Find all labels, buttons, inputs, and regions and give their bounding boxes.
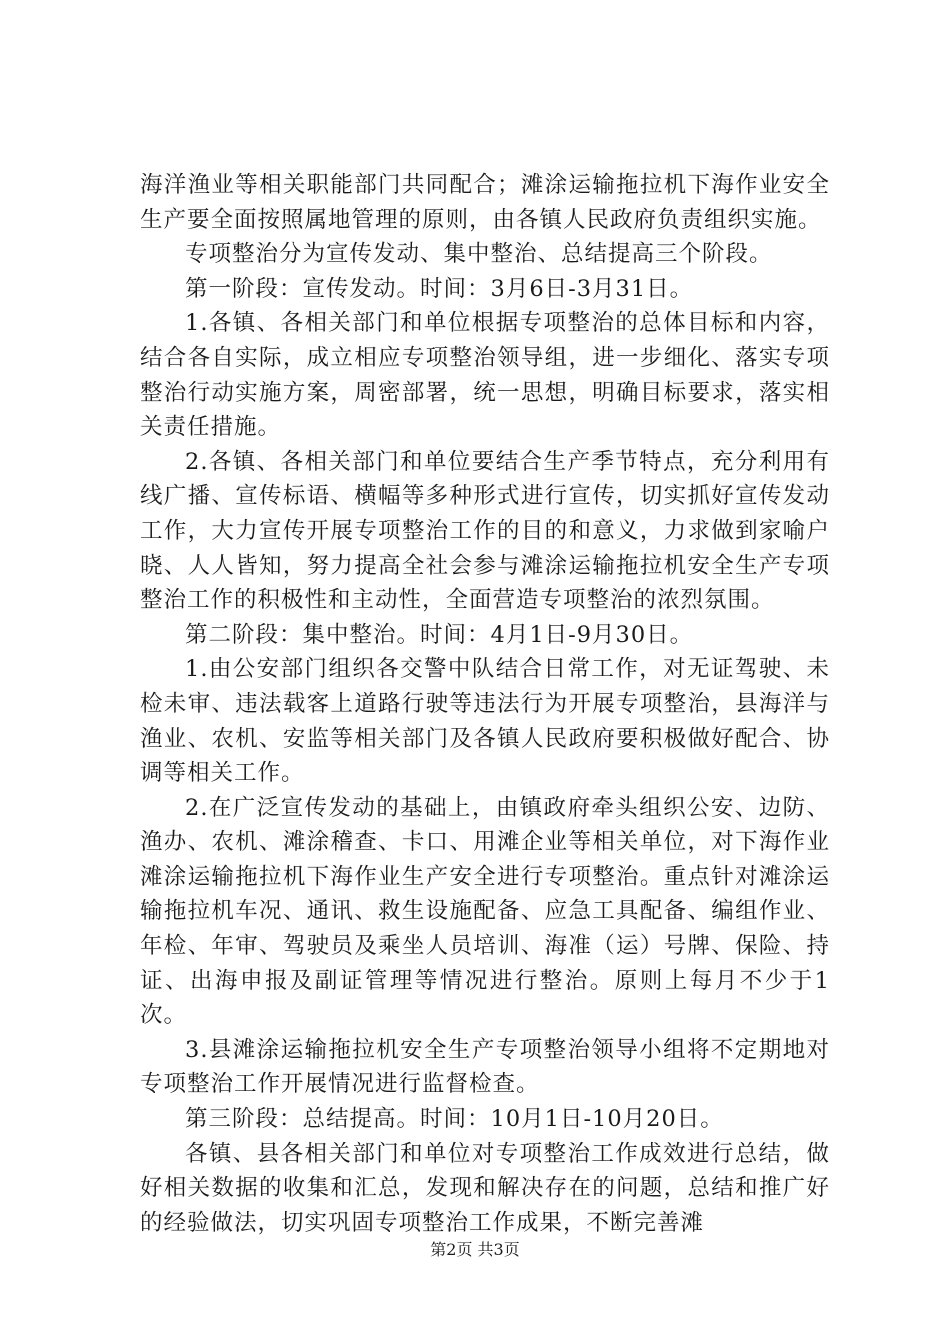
- paragraph: 1.由公安部门组织各交警中队结合日常工作，对无证驾驶、未检未审、违法载客上道路行驶等违法行为开展专项整治，县海洋与渔业、农机、安监等相关部门及各镇人民政府要积极做好配合、协调等相关工作。: [140, 656, 830, 787]
- paragraph: 3.县滩涂运输拖拉机安全生产专项整治领导小组将不定期地对专项整治工作开展情况进行监督检查。: [140, 1036, 830, 1098]
- page-footer: 第2页 共3页: [430, 1240, 520, 1259]
- paragraph: 第三阶段：总结提高。时间：10月1日-10月20日。: [185, 1106, 724, 1133]
- paragraph: 2.各镇、各相关部门和单位要结合生产季节特点，充分利用有线广播、宣传标语、横幅等多种形式进行宣传，切实抓好宣传发动工作，大力宣传开展专项整治工作的目的和意义，力求做到家喻户晓、人人皆知，努力提高全社会参与滩涂运输拖拉机安全生产专项整治工作的积极性和主动性，全面营造专项整治的浓烈氛围。: [140, 448, 830, 614]
- paragraph: 第二阶段：集中整治。时间：4月1日-9月30日。: [185, 621, 694, 648]
- paragraph: 专项整治分为宣传发动、集中整治、总结提高三个阶段。: [185, 241, 773, 268]
- paragraph: 海洋渔业等相关职能部门共同配合；滩涂运输拖拉机下海作业安全生产要全面按照属地管理的原则，由各镇人民政府负责组织实施。: [140, 172, 830, 233]
- paragraph: 各镇、县各相关部门和单位对专项整治工作成效进行总结，做好相关数据的收集和汇总，发现和解决存在的问题，总结和推广好的经验做法，切实巩固专项整治工作成果，不断完善滩: [140, 1140, 830, 1236]
- paragraph: 第一阶段：宣传发动。时间：3月6日-3月31日。: [185, 275, 694, 302]
- paragraph: 1.各镇、各相关部门和单位根据专项整治的总体目标和内容，结合各自实际，成立相应专项整治领导组，进一步细化、落实专项整治行动实施方案，周密部署，统一思想，明确目标要求，落实相关责任措施。: [140, 310, 830, 441]
- document-body: [140, 168, 830, 1240]
- paragraph: 2.在广泛宣传发动的基础上，由镇政府牵头组织公安、边防、渔办、农机、滩涂稽查、卡口、用滩企业等相关单位，对下海作业滩涂运输拖拉机下海作业生产安全进行专项整治。重点针对滩涂运输拖拉机车况、通讯、救生设施配备、应急工具配备、编组作业、年检、年审、驾驶员及乘坐人员培训、海准（运）号牌、保险、持证、出海申报及副证管理等情况进行整治。原则上每月不少于1次。: [140, 794, 830, 1029]
